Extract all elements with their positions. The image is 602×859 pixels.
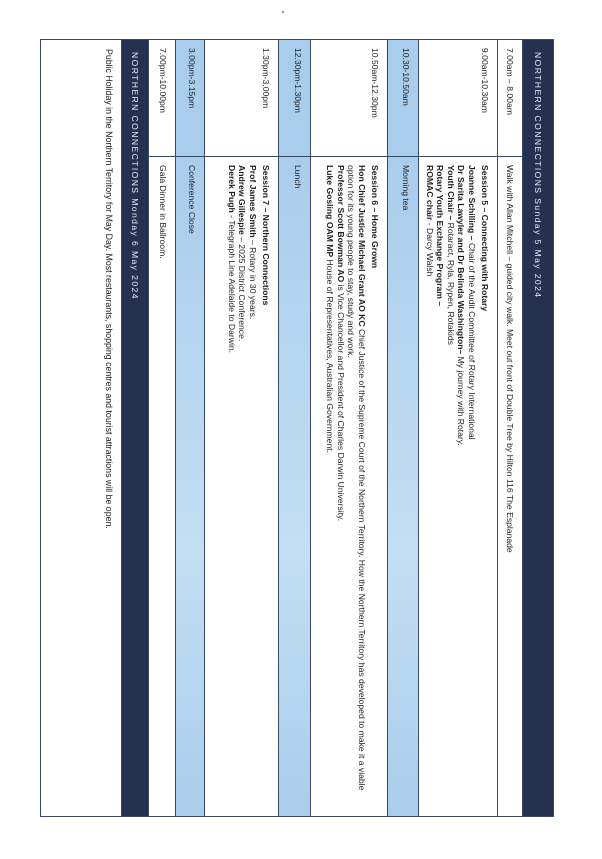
speaker-name: Hon Chief Justice Michael Grant AO KC bbox=[356, 165, 367, 327]
speaker-line bbox=[237, 165, 247, 808]
row-time: 1.30pm-3.00pm bbox=[205, 40, 278, 157]
row-time: 7.00am – 8.00am bbox=[498, 40, 522, 157]
row-time: 10.30-10.50am bbox=[388, 40, 418, 157]
table-row bbox=[419, 39, 498, 817]
row-time: 7.00pm-10.00pm bbox=[149, 40, 175, 157]
speaker-line bbox=[346, 165, 367, 808]
speaker-role: Rotaract, Ryla, Rypen, Rotakids bbox=[445, 220, 456, 345]
row-time: 9.00am-10.30am bbox=[419, 40, 497, 157]
speaker-line bbox=[466, 165, 476, 808]
speaker-line bbox=[226, 165, 236, 808]
header-sunday bbox=[523, 39, 554, 817]
footer-note bbox=[40, 39, 122, 817]
speaker-name: Luke Gosling OAM MP bbox=[325, 165, 336, 258]
speaker-line bbox=[247, 165, 257, 808]
table-row bbox=[176, 39, 205, 817]
session-title: Session 5 – Connecting with Rotary bbox=[480, 165, 490, 312]
speaker-name: ROMAC chair bbox=[424, 165, 435, 221]
row-time: 10.50am-12.30pm bbox=[311, 40, 387, 157]
speaker-role: – Rotary in 30 years. bbox=[247, 237, 258, 320]
row-description: Lunch bbox=[279, 157, 310, 816]
session-6-cell bbox=[311, 157, 387, 816]
session-title: Session 6 – Home Grown bbox=[370, 165, 380, 269]
header-monday bbox=[122, 39, 149, 817]
speaker-name: Dr Sarita Lawyler and Dr Belinda Washington– bbox=[456, 165, 467, 355]
speaker-role: Chair of the Audit Committee of Rotary International bbox=[466, 240, 477, 440]
speaker-role: My journey with Rotary. bbox=[456, 354, 467, 446]
row-description: Morning tea bbox=[388, 157, 418, 816]
speaker-role: is Vice Chancellor and President of Charles Darwin University. bbox=[335, 282, 346, 522]
speaker-line bbox=[425, 165, 435, 808]
row-time: 12.30pm-1.30pm bbox=[279, 40, 310, 157]
speaker-line bbox=[435, 165, 445, 808]
schedule-table bbox=[40, 39, 554, 817]
row-description: Gala Dinner in Ballroom. bbox=[158, 165, 168, 259]
session-5-cell bbox=[419, 157, 497, 816]
table-row bbox=[279, 39, 311, 817]
speaker-role: - Telegraph Line Adelaide to Darwin. bbox=[226, 212, 237, 354]
speaker-name: Prof James Smith bbox=[247, 165, 258, 238]
speaker-name: Youth Chair – bbox=[445, 165, 456, 221]
table-row bbox=[149, 39, 176, 817]
speaker-line bbox=[445, 165, 455, 808]
speaker-name: Professor Scott Bowman AO bbox=[335, 165, 346, 283]
row-time: 3.00pm-3.15pm bbox=[176, 40, 204, 157]
speaker-role: - Darcy Walsh bbox=[424, 220, 435, 277]
speaker-name: Rotary Youth Exchange Program – bbox=[435, 165, 446, 307]
speaker-line bbox=[335, 165, 345, 808]
footer-note-text: Public Holiday in the Northern Territory for May Day. Most restaurants, shopping centres and tourist attractions will be open. bbox=[104, 49, 114, 529]
header-monday-text: NORTHERN CONNECTIONS Monday 6 May 2024 bbox=[130, 52, 140, 300]
table-row bbox=[388, 39, 419, 817]
speaker-line bbox=[325, 165, 335, 808]
table-row bbox=[311, 39, 388, 817]
session-title: Session 7 – Northern Connections bbox=[261, 165, 271, 306]
table-row bbox=[205, 39, 279, 817]
header-sunday-text: NORTHERN CONNECTIONS Sunday 5 May 2024 bbox=[533, 52, 543, 299]
table-row bbox=[498, 39, 523, 817]
row-description: Walk with Allan Mitchell – guided city walk. Meet out front of Double Tree by Hilton 116 The Esplanade bbox=[505, 165, 515, 553]
speaker-name: Andrew Gillespie bbox=[237, 165, 248, 235]
speaker-name: Joanne Schilling – bbox=[466, 165, 477, 241]
row-description: Conference Close bbox=[176, 157, 204, 816]
speaker-role: House of Representatives, Australian Government. bbox=[325, 257, 336, 454]
session-7-cell bbox=[205, 157, 278, 816]
scan-speck bbox=[282, 11, 284, 13]
speaker-name: Derek Pugh bbox=[226, 165, 237, 213]
speaker-role: – 2025 District Conference. bbox=[237, 234, 248, 342]
speaker-line bbox=[456, 165, 466, 808]
speaker-role: Chief Justice of the Supreme Court of the Northern Territory. How the Northern Territory has developed to make it a viable option for its young people to stay, study and work. bbox=[346, 165, 367, 791]
